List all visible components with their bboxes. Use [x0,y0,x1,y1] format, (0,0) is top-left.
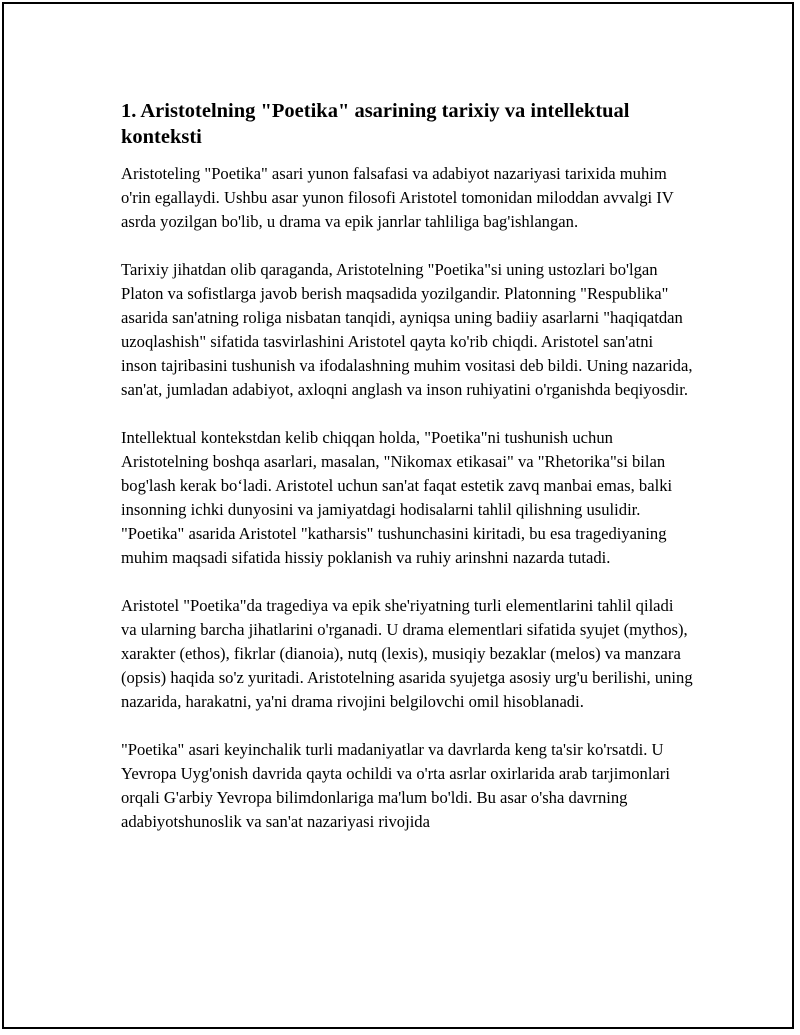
document-body [121,98,693,834]
paragraph-2: Tarixiy jihatdan olib qaraganda, Aristotelning "Poetika"si uning ustozlari bo'lgan Platon va sofistlarga javob berish maqsadida yozilgandir. Platonning "Respublika" asarida san'atning roliga nisbatan tanqidi, ayniqsa uning badiiy asarlarni "haqiqatdan uzoqlashish" sifatida tasvirlashini Aristotel qayta ko'rib chiqdi. Aristotel san'atni inson tajribasini tushunish va ifodalashning muhim vositasi deb bildi. Uning nazarida, san'at, jumladan adabiyot, axloqni anglash va inson ruhiyatini o'rganishda beqiyosdir. [121,260,693,399]
page-frame [2,2,794,1029]
section-heading: 1. Aristotelning "Poetika" asarining tarixiy va intellektual konteksti [121,100,630,148]
paragraph-5: "Poetika" asari keyinchalik turli madaniyatlar va davrlarda keng ta'sir ko'rsatdi. U Yevropa Uyg'onish davrida qayta ochildi va o'rta asrlar oxirlarida arab tarjimonlari orqali G'arbiy Yevropa bilimdonlariga ma'lum bo'ldi. Bu asar o'sha davrning adabiyotshunoslik va san'at nazariyasi rivojida [121,740,670,831]
paragraph-4: Aristotel "Poetika"da tragediya va epik she'riyatning turli elementlarini tahlil qiladi va ularning barcha jihatlarini o'rganadi. U drama elementlari sifatida syujet (mythos), xarakter (ethos), fikrlar (dianoia), nutq (lexis), musiqiy bezaklar (melos) va manzara (opsis) haqida so'z yuritadi. Aristotelning asarida syujetga asosiy urg'u berilishi, uning nazarida, harakatni, ya'ni drama rivojini belgilovchi omil hisoblanadi. [121,596,693,711]
paragraph-1: Aristoteling "Poetika" asari yunon falsafasi va adabiyot nazariyasi tarixida muhim o'rin egallaydi. Ushbu asar yunon filosofi Aristotel tomonidan miloddan avvalgi IV asrda yozilgan bo'lib, u drama va epik janrlar tahliliga bag'ishlangan. [121,164,674,231]
paragraph-3: Intellektual kontekstdan kelib chiqqan holda, "Poetika"ni tushunish uchun Aristotelning boshqa asarlari, masalan, "Nikomax etikasai" va "Rhetorika"si bilan bog'lash kerak bo‘ladi. Aristotel uchun san'at faqat estetik zavq manbai emas, balki insonning ichki dunyosini va jamiyatdagi hodisalarni tahlil qilishning usulidir. "Poetika" asarida Aristotel "katharsis" tushunchasini kiritadi, bu esa tragediyaning muhim maqsadi sifatida hissiy poklanish va ruhiy arinshni nazarda tutadi. [121,428,673,567]
